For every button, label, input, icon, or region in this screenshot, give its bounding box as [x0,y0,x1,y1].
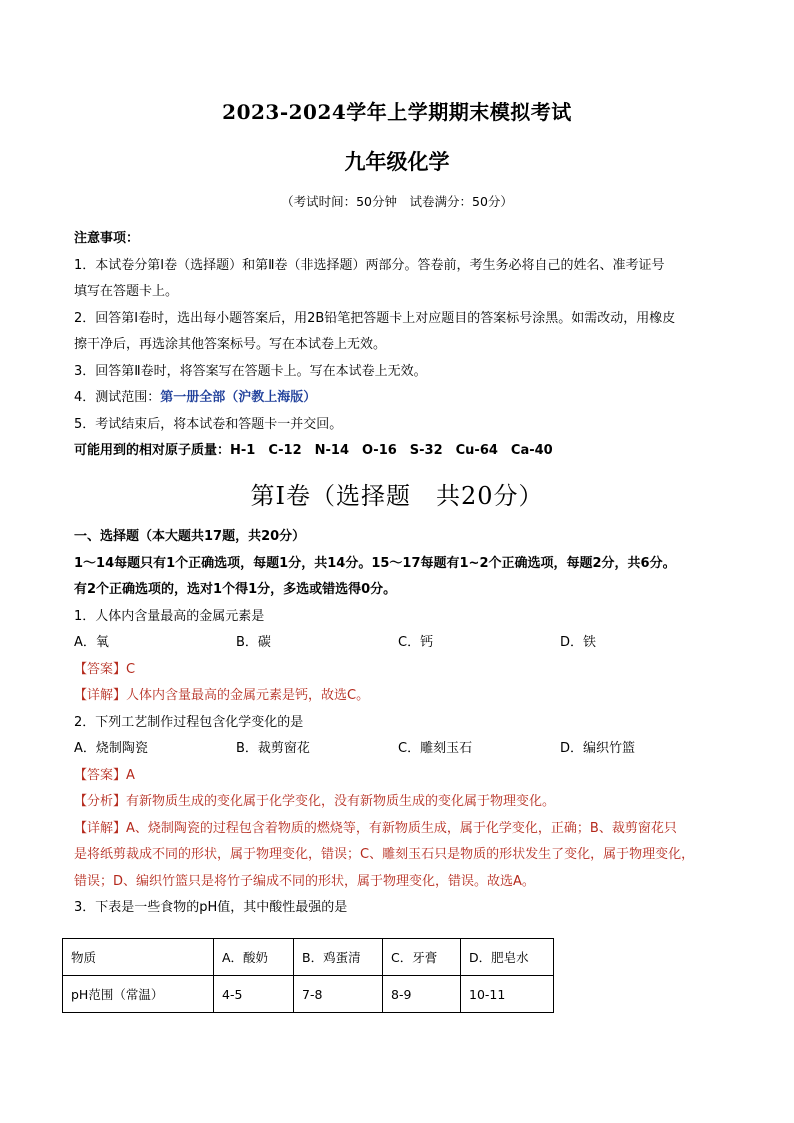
q2-option-a: A．烧制陶瓷 [74,741,148,756]
q2-stem: 2．下列工艺制作过程包含化学变化的是 [74,714,304,730]
q1-detail-tag: 【详解】 [74,688,127,703]
q2-detail [74,816,724,843]
exam-time-note: （考试时间：50分钟 试卷满分：50分） [281,194,513,209]
q2-detail-text-3: 错误；D、编织竹篮只是将竹子编成不同的形状，属于物理变化，错误。故选A。 [74,873,535,889]
notice-block [74,226,724,465]
exam-subject: 九年级化学 [344,149,450,174]
q2-analysis [74,789,724,816]
q2-analysis-tag: 【分析】 [74,794,127,809]
q1-stem: 1．人体内含量最高的金属元素是 [74,608,265,624]
notice-item-4-prefix: 4．测试范围： [74,390,161,405]
notice-item-1: 1．本试卷分第Ⅰ卷（选择题）和第Ⅱ卷（非选择题）两部分。答卷前，考生务必将自己的姓名、准考证号 [74,257,665,273]
q2-answer-tag: 【答案】 [74,767,127,783]
instructions-line-2: 有2个正确选项的，选对1个得1分，多选或错选得0分。 [74,582,397,597]
notice-item-3: 3．回答第Ⅱ卷时，将答案写在答题卡上。写在本试卷上无效。 [74,363,427,379]
q1-option-c: C．钙 [398,635,434,650]
q2-detail-tag: 【详解】 [74,820,127,836]
q1-option-b: B．碳 [236,635,271,650]
q1-answer-tag: 【答案】 [74,661,127,677]
section-title: 第Ⅰ卷（选择题 共20分） [250,482,544,510]
q2-option-b: B．裁剪窗花 [236,741,310,756]
notice-item-1-cont: 填写在答题卡上。 [74,284,179,299]
q2-detail-text-1: A、烧制陶瓷的过程包含着物质的燃烧等，有新物质生成，属于化学变化，正确；B、裁剪窗花只 [126,820,677,836]
part-heading: 一、选择题（本大题共17题，共20分） [74,529,306,544]
table-cell: pH范围（常温） [63,976,214,1013]
ph-table [62,938,554,1013]
q2-answer [74,763,724,790]
table-header-cell: B．鸡蛋清 [294,939,383,976]
q2-detail-text-2: 是将纸剪裁成不同的形状，属于物理变化，错误；C、雕刻玉石只是物质的形状发生了变化，属于物理变化， [74,847,695,862]
table-cell: 8-9 [383,976,461,1013]
notice-item-4 [74,385,724,412]
q1-answer-value: C [126,661,136,677]
exam-title: 2023-2024学年上学期期末模拟考试 [222,100,572,124]
atomic-mass-note: 可能用到的相对原子质量：H-1 C-12 N-14 O-16 S-32 Cu-64 Ca-40 [74,443,553,458]
table-row [63,939,554,976]
q1-detail-text: 人体内含量最高的金属元素是钙，故选C。 [126,688,370,703]
q2-option-c: C．雕刻玉石 [398,741,473,756]
table-cell: 10-11 [461,976,554,1013]
q2-analysis-text: 有新物质生成的变化属于化学变化，没有新物质生成的变化属于物理变化。 [126,794,556,809]
q1-option-a: A．氧 [74,635,109,650]
table-header-cell: 物质 [63,939,214,976]
q2-answer-value: A [126,767,135,783]
q1-options [74,630,724,657]
notice-item-2: 2．回答第Ⅰ卷时，选出每小题答案后，用2B铅笔把答题卡上对应题目的答案标号涂黑。如需改动，用橡皮 [74,310,676,326]
q2-option-d: D．编织竹篮 [560,741,636,756]
table-header-cell: A．酸奶 [214,939,294,976]
q2-options [74,736,724,763]
q1-answer [74,657,724,684]
q3-stem: 3．下表是一些食物的pH值，其中酸性最强的是 [74,900,348,915]
table-cell: 4-5 [214,976,294,1013]
table-header-cell: C．牙膏 [383,939,461,976]
notice-item-5: 5．考试结束后，将本试卷和答题卡一并交回。 [74,416,343,432]
q1-detail [74,683,724,710]
questions-block [74,524,724,922]
notice-heading: 注意事项： [74,231,140,246]
table-header-cell: D．肥皂水 [461,939,554,976]
instructions-line-1: 1～14每题只有1个正确选项，每题1分，共14分。15～17每题有1~2个正确选项，每题2分，共6分。 [74,555,676,571]
table-row [63,976,554,1013]
q1-option-d: D．铁 [560,635,597,650]
table-cell: 7-8 [294,976,383,1013]
test-scope: 第一册全部（沪教上海版） [160,390,317,405]
notice-item-2-cont: 擦干净后，再选涂其他答案标号。写在本试卷上无效。 [74,337,387,352]
